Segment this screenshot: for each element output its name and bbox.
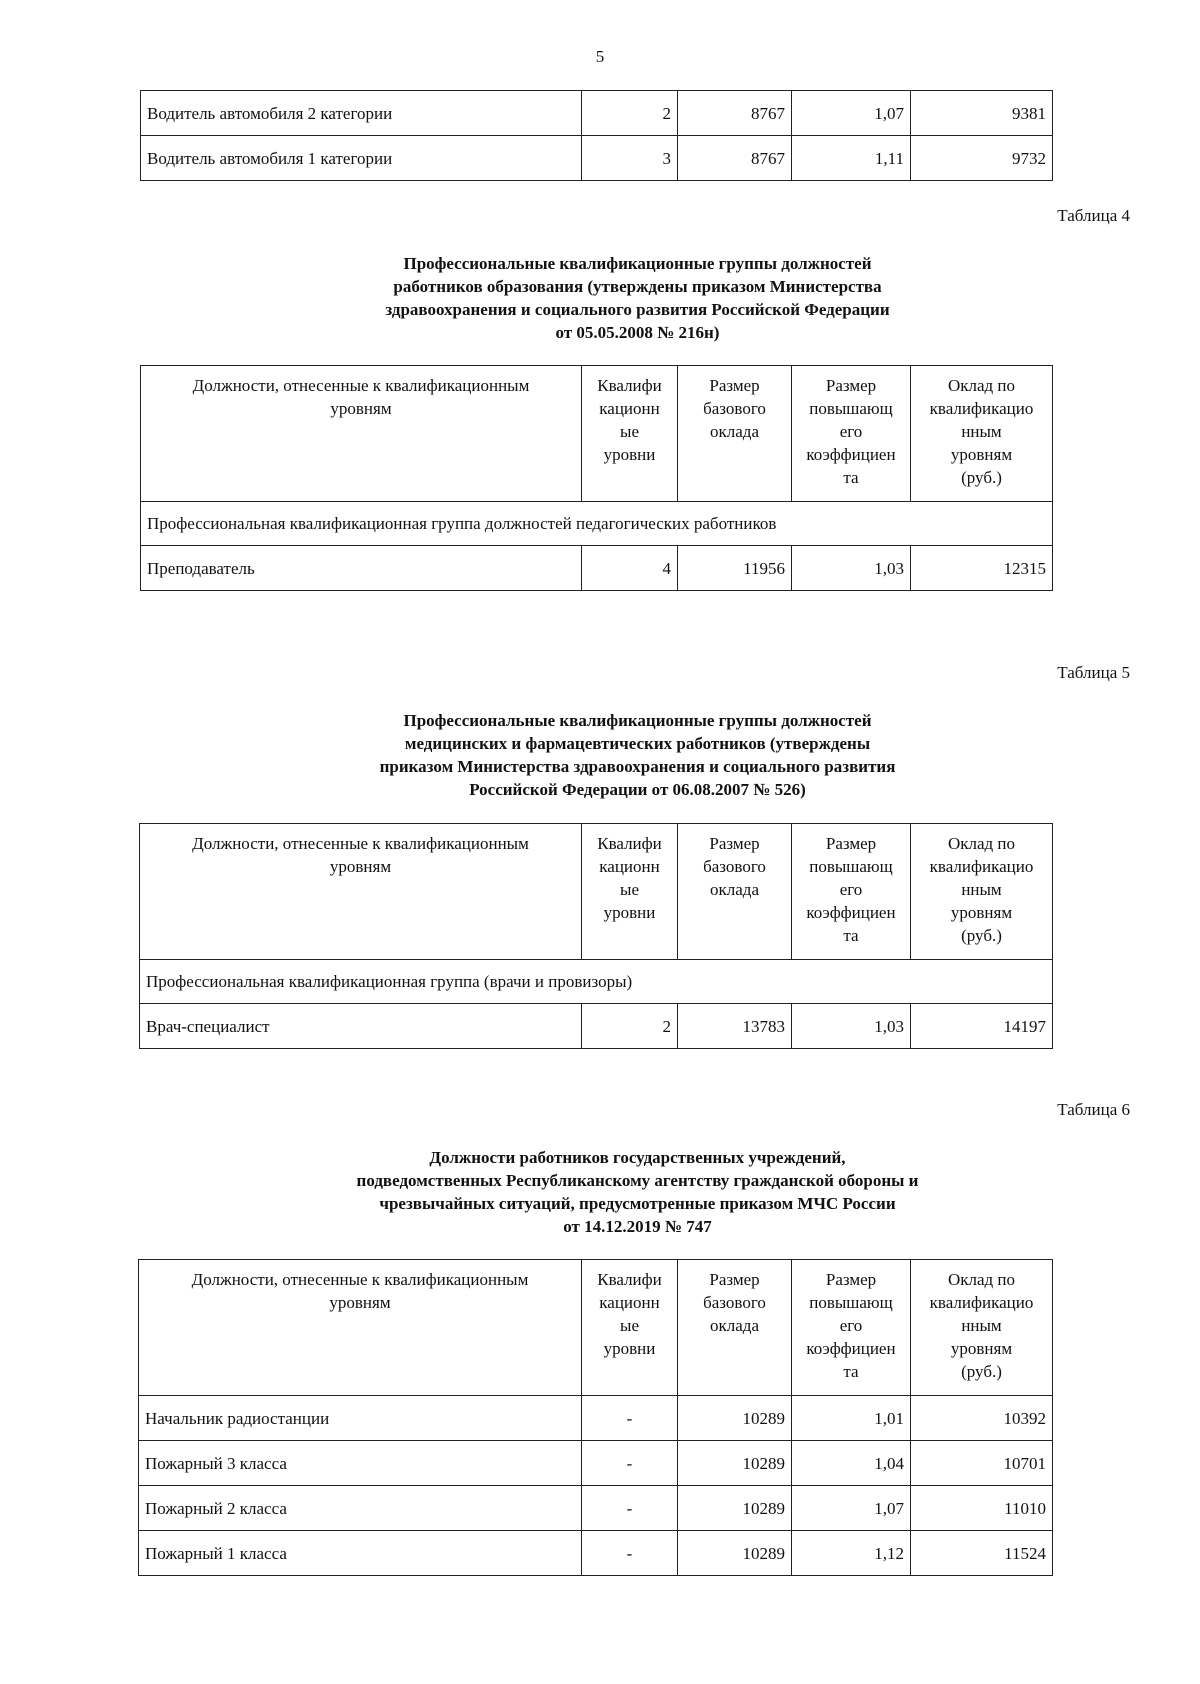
cell-base: 10289 <box>678 1486 792 1531</box>
cell-base: 10289 <box>678 1441 792 1486</box>
cell-level: 3 <box>582 136 678 181</box>
cell-base: 10289 <box>678 1531 792 1576</box>
header-name: Должности, отнесенные к квалификационным уровням <box>139 1260 582 1396</box>
page-number: 5 <box>595 47 605 66</box>
header-salary: Оклад по квалификацио нным уровням (руб.) <box>911 366 1053 502</box>
cell-base: 8767 <box>678 136 792 181</box>
table-row <box>141 136 1053 181</box>
table-row <box>141 91 1053 136</box>
cell-level: 4 <box>582 546 678 591</box>
table-row <box>140 1004 1053 1049</box>
cell-name: Начальник радиостанции <box>139 1396 582 1441</box>
cell-level: - <box>582 1486 678 1531</box>
table-row <box>139 1486 1053 1531</box>
header-level: Квалифи кационн ые уровни <box>582 366 678 502</box>
cell-base: 13783 <box>678 1004 792 1049</box>
cell-name: Преподаватель <box>141 546 582 591</box>
table-row <box>139 1531 1053 1576</box>
header-salary: Оклад по квалификацио нным уровням (руб.) <box>911 1260 1053 1396</box>
table-row <box>139 1441 1053 1486</box>
cell-name: Пожарный 3 класса <box>139 1441 582 1486</box>
header-name: Должности, отнесенные к квалификационным уровням <box>141 366 582 502</box>
table-row <box>139 1396 1053 1441</box>
header-row <box>139 1260 1053 1396</box>
header-base: Размер базового оклада <box>678 824 792 960</box>
header-salary: Оклад по квалификацио нным уровням (руб.) <box>911 824 1053 960</box>
cell-salary: 10701 <box>911 1441 1053 1486</box>
header-coef: Размер повышающ его коэффициен та <box>792 366 911 502</box>
cell-salary: 9732 <box>911 136 1053 181</box>
header-row <box>140 824 1053 960</box>
cell-coef: 1,11 <box>792 136 911 181</box>
table5-label: Таблица 5 <box>1057 663 1130 682</box>
cell-name: Водитель автомобиля 2 категории <box>141 91 582 136</box>
group-row <box>141 502 1053 546</box>
table-row <box>141 546 1053 591</box>
header-name: Должности, отнесенные к квалификационным уровням <box>140 824 582 960</box>
header-level: Квалифи кационн ые уровни <box>582 824 678 960</box>
table4-title: Профессиональные квалификационные группы должностей работников образования (утверждены приказом Министерства здравоохранения и социального развития Российской Федерации от 05.05.2008 № 216н) <box>385 254 890 342</box>
table4-label: Таблица 4 <box>1057 206 1130 225</box>
table4 <box>140 365 1053 591</box>
cell-salary: 12315 <box>911 546 1053 591</box>
cell-coef: 1,03 <box>792 546 911 591</box>
header-row <box>141 366 1053 502</box>
cell-name: Пожарный 2 класса <box>139 1486 582 1531</box>
group-row <box>140 960 1053 1004</box>
header-base: Размер базового оклада <box>678 366 792 502</box>
header-coef: Размер повышающ его коэффициен та <box>792 1260 911 1396</box>
cell-salary: 9381 <box>911 91 1053 136</box>
cell-coef: 1,01 <box>792 1396 911 1441</box>
cell-salary: 11010 <box>911 1486 1053 1531</box>
header-level: Квалифи кационн ые уровни <box>582 1260 678 1396</box>
table6 <box>138 1259 1053 1576</box>
table5-title: Профессиональные квалификационные группы должностей медицинских и фармацевтических работников (утверждены приказом Министерства здравоохранения и социального развития Российской Федерации от 06.08.2007 № 526) <box>379 711 896 799</box>
cell-salary: 11524 <box>911 1531 1053 1576</box>
cell-coef: 1,03 <box>792 1004 911 1049</box>
group-label: Профессиональная квалификационная группа должностей педагогических работников <box>141 502 1053 546</box>
cell-name: Пожарный 1 класса <box>139 1531 582 1576</box>
cell-level: 2 <box>582 91 678 136</box>
cell-level: - <box>582 1441 678 1486</box>
cell-level: 2 <box>582 1004 678 1049</box>
header-base: Размер базового оклада <box>678 1260 792 1396</box>
table6-label: Таблица 6 <box>1057 1100 1130 1119</box>
header-coef: Размер повышающ его коэффициен та <box>792 824 911 960</box>
cell-base: 11956 <box>678 546 792 591</box>
group-label: Профессиональная квалификационная группа (врачи и провизоры) <box>140 960 1053 1004</box>
cell-coef: 1,07 <box>792 91 911 136</box>
table6-title: Должности работников государственных учреждений, подведомственных Республиканскому агентству гражданской обороны и чрезвычайных ситуаций, предусмотренные приказом МЧС России от 14.12.2019 № 747 <box>356 1148 919 1236</box>
cell-base: 10289 <box>678 1396 792 1441</box>
cell-coef: 1,07 <box>792 1486 911 1531</box>
cell-base: 8767 <box>678 91 792 136</box>
cell-coef: 1,04 <box>792 1441 911 1486</box>
cell-salary: 14197 <box>911 1004 1053 1049</box>
top-continuation-table <box>140 90 1053 181</box>
cell-salary: 10392 <box>911 1396 1053 1441</box>
cell-name: Врач-специалист <box>140 1004 582 1049</box>
cell-level: - <box>582 1396 678 1441</box>
cell-coef: 1,12 <box>792 1531 911 1576</box>
cell-level: - <box>582 1531 678 1576</box>
cell-name: Водитель автомобиля 1 категории <box>141 136 582 181</box>
table5 <box>139 823 1053 1049</box>
